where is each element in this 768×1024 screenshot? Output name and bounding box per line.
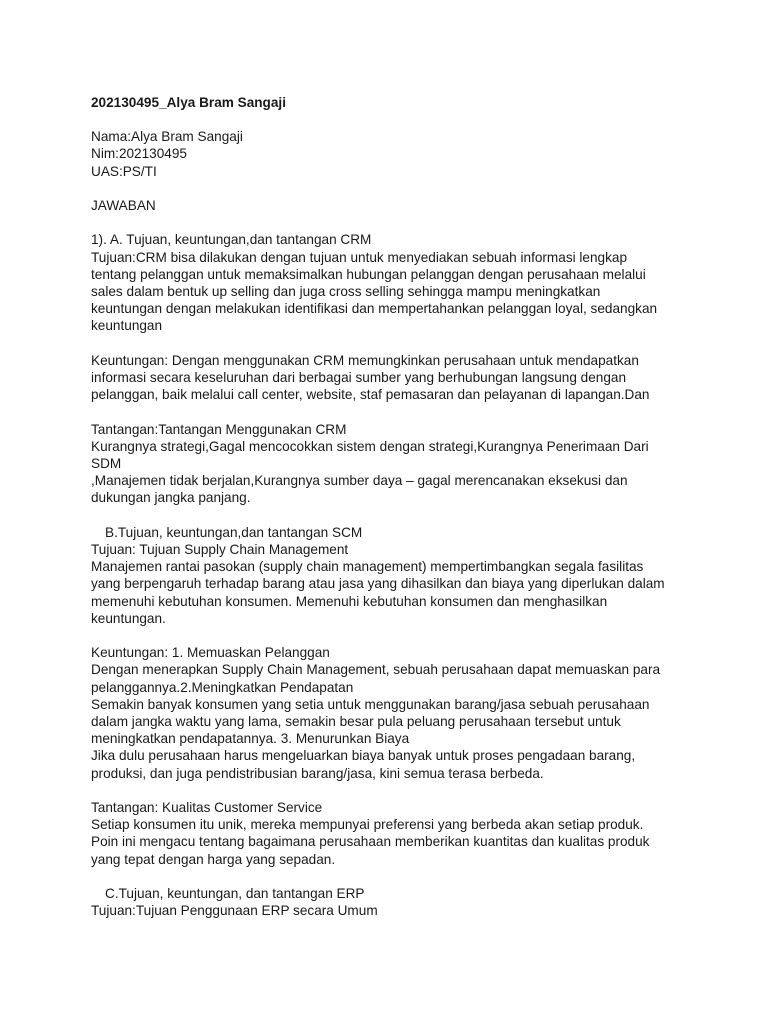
scm-tantangan-line: Poin ini mengacu tentang bagaimana perusahaan memberikan kuantitas dan kualitas produk [91, 834, 650, 850]
document-page [91, 94, 681, 919]
spacer [91, 180, 681, 197]
crm-tantangan-line: dukungan jangka panjang. [91, 490, 251, 506]
crm-keuntungan-line: informasi secara keseluruhan dari berbagai sumber yang berhubungan langsung dengan [91, 370, 627, 385]
exam-label: UAS:PS/TI [91, 163, 157, 179]
scm-tujuan-line: yang berpengaruh terhadap barang atau jasa yang dihasilkan dan biaya yang diperlukan dalam [91, 576, 665, 592]
student-name: Nama:Alya Bram Sangaji [91, 129, 243, 145]
spacer [91, 868, 681, 885]
spacer [91, 627, 681, 644]
scm-keuntungan-line: produksi, dan juga pendistribusian barang/jasa, kini semua terasa berbeda. [91, 765, 544, 781]
spacer [91, 507, 681, 524]
crm-tantangan-line: Kurangnya strategi,Gagal mencocokkan sistem dengan strategi,Kurangnya Penerimaan Dari [91, 438, 649, 454]
scm-keuntungan-line: Dengan menerapkan Supply Chain Management, sebuah perusahaan dapat memuaskan para [91, 662, 661, 678]
student-nim: Nim:202130495 [91, 146, 187, 162]
spacer [91, 214, 681, 231]
crm-tantangan-line: SDM [91, 456, 122, 471]
crm-keuntungan-line: Keuntungan: Dengan menggunakan CRM memungkinkan perusahaan untuk mendapatkan [91, 352, 639, 368]
spacer [91, 403, 681, 420]
scm-keuntungan-line: Semakin banyak konsumen yang setia untuk menggunakan barang/jasa sebuah perusahaan [91, 696, 650, 712]
crm-tujuan-line: keuntungan [91, 318, 163, 334]
spacer [91, 782, 681, 799]
crm-keuntungan-line: pelanggan, baik melalui call center, website, staf pemasaran dan pelayanan di lapangan.Dan [91, 387, 650, 403]
scm-tantangan-line: Tantangan: Kualitas Customer Service [91, 800, 323, 816]
scm-keuntungan-line: Jika dulu perusahaan harus mengeluarkan biaya banyak untuk proses pengadaan barang, [91, 748, 636, 764]
crm-tantangan-line: Tantangan:Tantangan Menggunakan CRM [91, 421, 347, 437]
scm-keuntungan-line: meningkatkan pendapatannya. 3. Menurunkan Biaya [91, 731, 410, 747]
crm-tantangan-line: ,Manajemen tidak berjalan,Kurangnya sumber daya – gagal merencanakan eksekusi dan [91, 473, 628, 489]
scm-keuntungan-line: dalam jangka waktu yang lama, semakin besar pula peluang perusahaan tersebut untuk [91, 714, 621, 730]
crm-tujuan-line: sales dalam bentuk up selling dan juga cross selling sehingga mampu meningkatkan [91, 284, 601, 299]
scm-tujuan-line: keuntungan. [91, 610, 166, 626]
crm-tujuan-line: keuntungan dengan melakukan identifikasi dan mempertahankan pelanggan loyal, sedangkan [91, 301, 658, 317]
scm-heading: B.Tujuan, keuntungan,dan tantangan SCM [105, 524, 363, 540]
scm-tujuan-line: Manajemen rantai pasokan (supply chain management) mempertimbangkan segala fasilitas [91, 559, 644, 575]
scm-keuntungan-line: pelanggannya.2.Meningkatkan Pendapatan [91, 679, 354, 695]
crm-heading: 1). A. Tujuan, keuntungan,dan tantangan CRM [91, 232, 372, 248]
scm-keuntungan-line: Keuntungan: 1. Memuaskan Pelanggan [91, 645, 330, 661]
erp-tujuan-line: Tujuan:Tujuan Penggunaan ERP secara Umum [91, 903, 378, 919]
spacer [91, 335, 681, 352]
erp-heading: C.Tujuan, keuntungan, dan tantangan ERP [105, 886, 365, 902]
document-title: 202130495_Alya Bram Sangaji [91, 95, 286, 110]
scm-tujuan-line: Tujuan: Tujuan Supply Chain Management [91, 542, 349, 557]
answer-heading: JAWABAN [91, 198, 156, 213]
scm-tantangan-line: Setiap konsumen itu unik, mereka mempunyai preferensi yang berbeda akan setiap produk. [91, 817, 644, 833]
crm-tujuan-line: tentang pelanggan untuk memaksimalkan hubungan pelanggan dengan perusahaan melalui [91, 266, 646, 282]
crm-tujuan-line: Tujuan:CRM bisa dilakukan dengan tujuan untuk menyediakan sebuah informasi lengkap [91, 249, 628, 265]
scm-tantangan-line: yang tepat dengan harga yang sepadan. [91, 851, 336, 867]
scm-tujuan-line: memenuhi kebutuhan konsumen. Memenuhi kebutuhan konsumen dan menghasilkan [91, 593, 608, 609]
